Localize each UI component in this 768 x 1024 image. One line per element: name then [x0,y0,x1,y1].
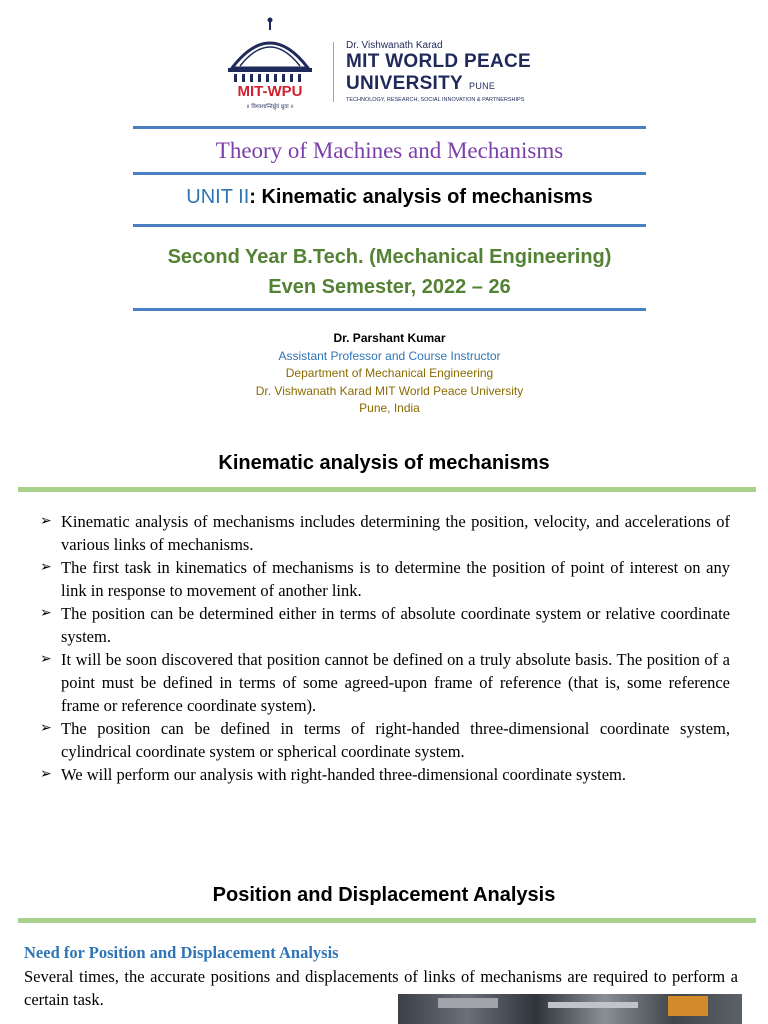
paragraph: Several times, the accurate positions and displacements of links of mechanisms are required to perform a certain task. [24,967,738,1009]
section-heading: Position and Displacement Analysis [212,884,556,906]
list-item: ➢ The position can be defined in terms of right-handed three-dimensional coordinate system, cylindrical coordinate system or spherical coordinate system. [40,719,730,761]
arrow-bullet-icon: ➢ [40,514,52,529]
unit-heading [133,186,646,209]
subsection-heading: Need for Position and Displacement Analysis [24,943,339,962]
divider-top [133,126,646,129]
program-line: Second Year B.Tech. (Mechanical Engineering) [167,246,612,268]
program-info [133,242,646,302]
list-item: ➢ The position can be determined either in terms of absolute coordinate system or relative coordinate system. [40,604,730,646]
logo-divider [333,42,334,102]
arrow-bullet-icon: ➢ [40,767,52,782]
arrow-bullet-icon: ➢ [40,721,52,736]
author-name: Dr. Parshant Kumar [333,331,446,345]
logo-name-university: UNIVERSITY [346,73,464,94]
logo-wordmark [346,40,561,103]
author-university: Dr. Vishwanath Karad MIT World Peace University [255,383,524,398]
university-logo [218,16,558,112]
author-role: Assistant Professor and Course Instructor [278,348,501,363]
author-block [133,330,646,418]
list-item: ➢ Kinematic analysis of mechanisms includes determining the position, velocity, and accelerations of various links of mechanisms. [40,512,730,554]
section-divider [18,918,756,923]
logo-motto: ॥ विश्वशान्तिर्ध्रुवं ध्रुवा ॥ [246,104,294,110]
section-divider [18,487,756,492]
divider [133,308,646,311]
logo-short-name: MIT-WPU [237,83,303,100]
list-item: ➢ We will perform our analysis with right-handed three-dimensional coordinate system. [40,765,627,784]
dome-emblem-icon [218,16,322,112]
author-department: Department of Mechanical Engineering [285,366,494,380]
logo-founder: Dr. Vishwanath Karad [346,40,443,51]
unit-number: UNIT II [186,186,250,208]
machinery-photo [398,994,742,1024]
list-item: ➢ The first task in kinematics of mechanisms is to determine the position of point of interest on any link in response to movement of another link. [40,558,730,600]
divider [133,172,646,175]
section-heading: Kinematic analysis of mechanisms [218,452,550,474]
course-title: Theory of Machines and Mechanisms [215,138,564,163]
divider [133,224,646,227]
arrow-bullet-icon: ➢ [40,560,52,575]
logo-city: PUNE [469,81,496,91]
arrow-bullet-icon: ➢ [40,606,52,621]
logo-name-line1: MIT WORLD PEACE [346,51,531,72]
logo-tagline: TECHNOLOGY, RESEARCH, SOCIAL INNOVATION & PARTNERSHIPS [346,97,525,103]
author-location: Pune, India [359,401,420,415]
logo-name-line2 [346,73,561,97]
unit-title: : Kinematic analysis of mechanisms [249,186,593,208]
semester-line: Even Semester, 2022 – 26 [268,276,511,298]
list-item: ➢ It will be soon discovered that position cannot be defined on a truly absolute basis. The position of a point must be defined in terms of some agreed-upon frame of reference (that is, some reference frame or reference coordinate system). [40,650,730,715]
bullet-list [40,510,730,786]
arrow-bullet-icon: ➢ [40,652,52,667]
